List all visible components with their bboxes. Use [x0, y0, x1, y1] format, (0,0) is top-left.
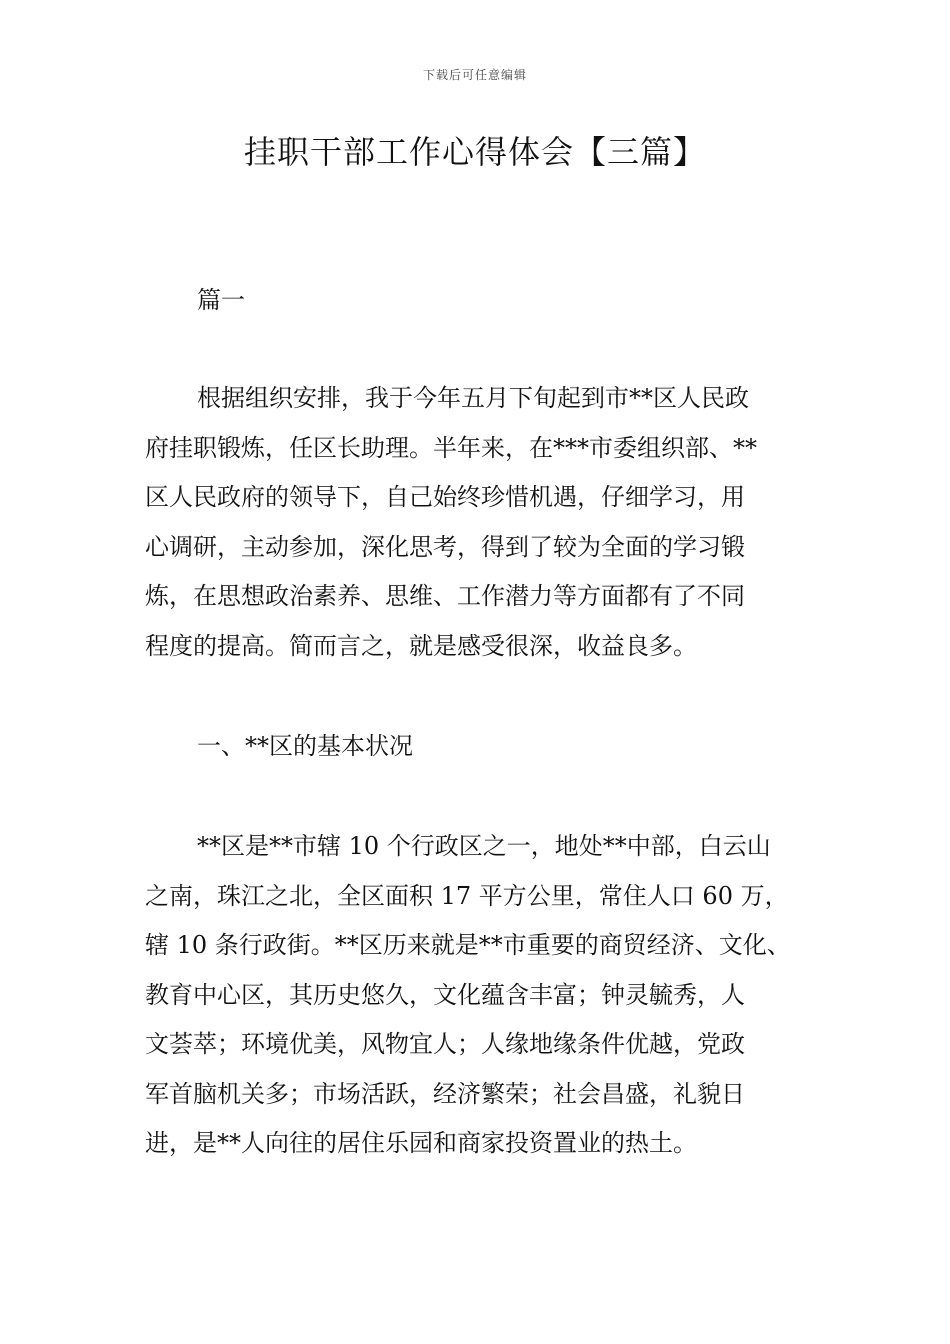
paragraph-1-line: 根据组织安排，我于今年五月下旬起到市**区人民政 — [197, 384, 749, 412]
paragraph-2-line: 教育中心区，其历史悠久，文化蕴含丰富；钟灵毓秀，人 — [145, 980, 745, 1009]
paragraph-1-line: 程度的提高。简而言之，就是感受很深，收益良多。 — [145, 631, 697, 660]
document-title: 挂职干部工作心得体会【三篇】 — [243, 133, 706, 171]
page-header-note: 下载后可任意编辑 — [422, 68, 527, 82]
paragraph-1 — [145, 374, 825, 671]
section-heading-1: 一、**区的基本状况 — [197, 732, 413, 760]
paragraph-1-line: 炼，在思想政治素养、思维、工作潜力等方面都有了不同 — [145, 582, 745, 610]
paragraph-2 — [145, 822, 825, 1169]
paragraph-1-line: 区人民政府的领导下，自己始终珍惜机遇，仔细学习，用 — [145, 483, 745, 511]
paragraph-2-line: 军首脑机关多；市场活跃，经济繁荣；社会昌盛，礼貌日 — [145, 1079, 745, 1108]
paragraph-1-line: 心调研，主动参加，深化思考，得到了较为全面的学习锻 — [145, 532, 745, 561]
paragraph-2-line: 辖 10 条行政街。**区历来就是**市重要的商贸经济、文化、 — [145, 931, 791, 959]
paragraph-1-line: 府挂职锻炼，任区长助理。半年来，在***市委组织部、** — [145, 433, 757, 462]
paragraph-2-line: 文荟萃；环境优美，风物宜人；人缘地缘条件优越，党政 — [145, 1030, 745, 1058]
paragraph-2-line: 之南，珠江之北，全区面积 17 平方公里，常住人口 60 万， — [145, 881, 789, 910]
paragraph-2-line: **区是**市辖 10 个行政区之一，地处**中部，白云山 — [197, 832, 771, 860]
paragraph-2-line: 进，是**人向往的居住乐园和商家投资置业的热土。 — [145, 1129, 697, 1157]
part-label: 篇一 — [197, 286, 245, 314]
